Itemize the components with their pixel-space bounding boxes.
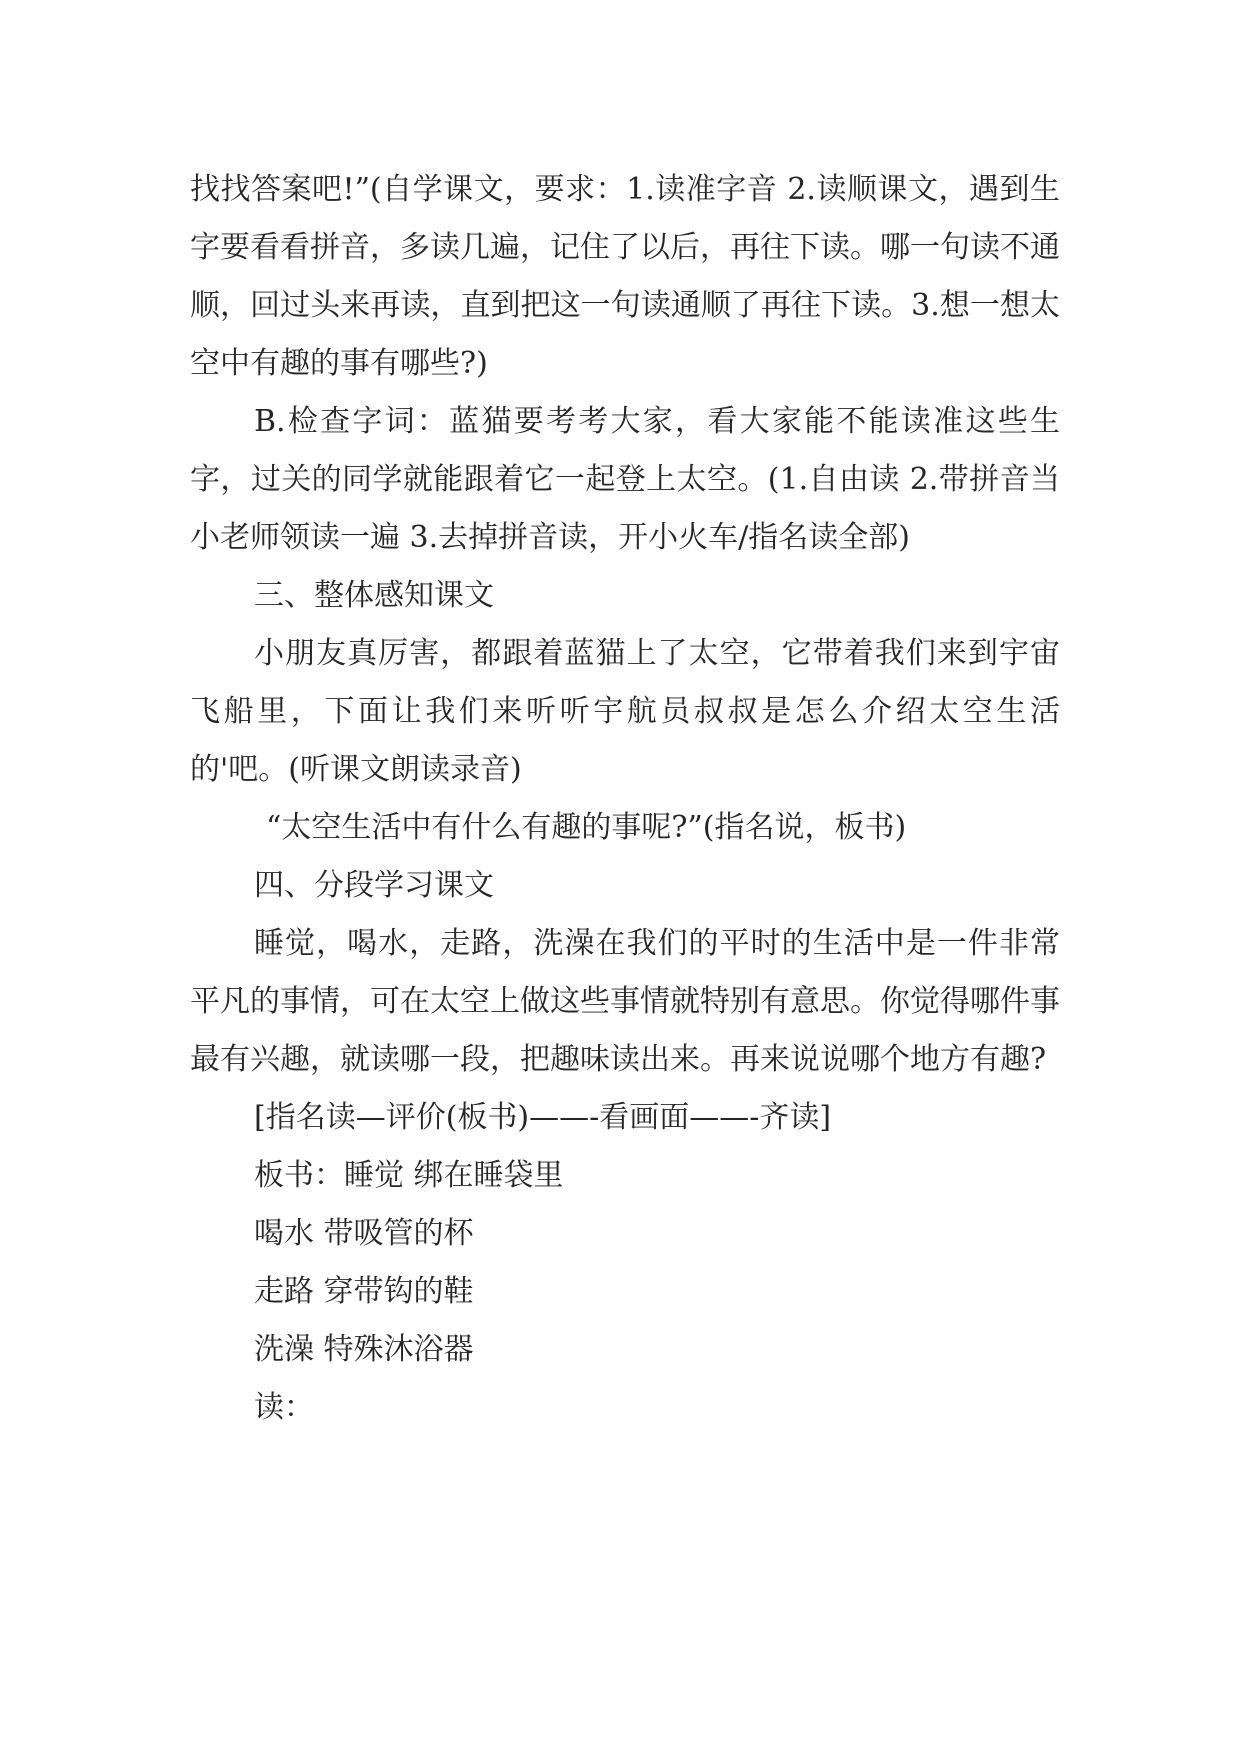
board-notes-walk: 走路 穿带钩的鞋 <box>254 1274 474 1309</box>
board-notes-drink: 喝水 带吸管的杯 <box>254 1216 474 1251</box>
paragraph-daily-life: 睡觉，喝水，走路，洗澡在我们的平时的生活中是一件非常平凡的事情，可在太空上做这些事情就特别有意思。你觉得哪件事最有兴趣，就读哪一段，把趣味读出来。再来说说哪个地方有趣? <box>190 926 1060 1077</box>
paragraph-read: 读： <box>254 1390 314 1425</box>
section-heading-segment: 四、分段学习课文 <box>254 868 494 903</box>
paragraph-word-check: B.检查字词：蓝猫要考考大家，看大家能不能读准这些生字，过关的同学就能跟着它一起登上太空。(1.自由读 2.带拼音当小老师领读一遍 3.去掉拼音读，开小火车/指名读全部) <box>190 404 1060 555</box>
section-heading-overall: 三、整体感知课文 <box>254 578 494 613</box>
paragraph-reading-steps: [指名读—评价(板书)——-看画面——-齐读] <box>254 1100 832 1135</box>
board-notes-sleep: 板书：睡觉 绑在睡袋里 <box>254 1158 564 1193</box>
paragraph-self-study: 找找答案吧!”(自学课文，要求：1.读准字音 2.读顺课文，遇到生字要看看拼音，多读几遍，记住了以后，再往下读。哪一句读不通顺，回过头来再读，直到把这一句读通顺了再往下读。3.想一想太空中有趣的事有哪些?) <box>190 172 1060 381</box>
paragraph-question: “太空生活中有什么有趣的事呢?”(指名说，板书) <box>266 810 907 845</box>
paragraph-space-intro: 小朋友真厉害，都跟着蓝猫上了太空，它带着我们来到宇宙飞船里，下面让我们来听听宇航员叔叔是怎么介绍太空生活的'吧。(听课文朗读录音) <box>190 636 1060 787</box>
board-notes-bath: 洗澡 特殊沐浴器 <box>254 1332 474 1367</box>
document-body <box>190 161 1060 1437</box>
